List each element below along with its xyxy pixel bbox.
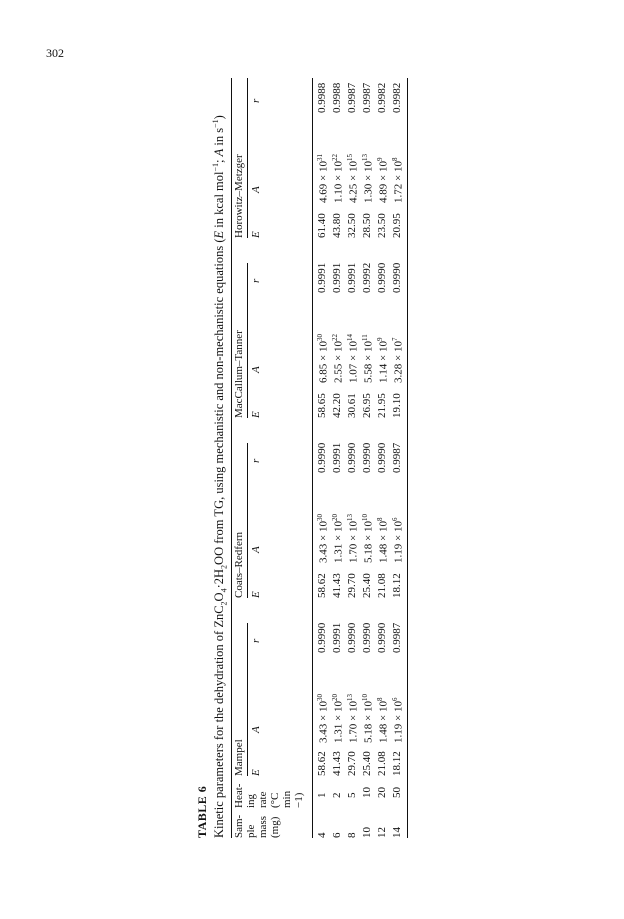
- cell-maccallum-E: 42.20: [331, 393, 343, 418]
- cell-heating-rate: 5: [346, 792, 358, 798]
- cell-mampel-E: 41.43: [331, 751, 343, 776]
- cell-maccallum-A: $3.28 \times 10^7$: [391, 337, 405, 383]
- cell-coats-r: 0.9990: [316, 442, 328, 473]
- header-sample-mass-line: Sam-: [233, 814, 245, 838]
- cell-mampel-A: $1.19 \times 10^6$: [391, 697, 405, 743]
- cell-maccallum-E: 26.95: [361, 393, 373, 418]
- cell-coats-E: 21.08: [376, 573, 388, 598]
- table-label: TABLE 6: [195, 785, 209, 838]
- cell-maccallum-E: 21.95: [376, 393, 388, 418]
- cell-heating-rate: 1: [316, 792, 328, 798]
- header-mampel-r: r: [250, 638, 262, 643]
- header-heating-rate-line: rate: [257, 791, 269, 808]
- cell-coats-E: 29.70: [346, 573, 358, 598]
- cell-coats-r: 0.9990: [376, 442, 388, 473]
- cell-mampel-A: $3.43 \times 10^{30}$: [316, 694, 330, 743]
- cell-maccallum-r: 0.9992: [361, 262, 373, 293]
- cell-mampel-A: $5.18 \times 10^{10}$: [361, 694, 375, 743]
- cell-mampel-E: 21.08: [376, 751, 388, 776]
- cell-sample-mass: 4: [316, 832, 328, 838]
- header-maccallum-r: r: [250, 278, 262, 283]
- group-rule-horowitz: [247, 78, 248, 238]
- cell-coats-A: $1.19 \times 10^6$: [391, 517, 405, 563]
- cell-heating-rate: 20: [376, 787, 388, 798]
- cell-horowitz-E: 23.50: [376, 213, 388, 238]
- header-group-coats: Coats–Redfern: [233, 532, 245, 598]
- rotated-table: [195, 0, 435, 838]
- cell-sample-mass: 12: [376, 827, 388, 838]
- header-coats-r: r: [250, 458, 262, 463]
- cell-horowitz-r: 0.9982: [376, 82, 388, 113]
- cell-mampel-E: 25.40: [361, 751, 373, 776]
- cell-mampel-r: 0.9987: [391, 622, 403, 653]
- header-heating-rate-line: (°C: [269, 792, 281, 808]
- cell-coats-E: 18.12: [391, 573, 403, 598]
- cell-mampel-r: 0.9991: [331, 622, 343, 653]
- header-heating-rate-line: ing: [245, 793, 257, 808]
- header-sample-mass-line: (mg): [269, 816, 281, 838]
- header-horowitz-E: E: [250, 231, 262, 238]
- header-heating-rate-line: min: [281, 790, 293, 808]
- cell-mampel-E: 58.62: [316, 751, 328, 776]
- page-number: 302: [46, 46, 64, 60]
- cell-horowitz-A: $4.25 \times 10^{15}$: [346, 154, 360, 203]
- cell-horowitz-E: 20.95: [391, 213, 403, 238]
- cell-horowitz-r: 0.9988: [331, 82, 343, 113]
- cell-horowitz-A: $4.69 \times 10^{31}$: [316, 154, 330, 203]
- cell-coats-E: 41.43: [331, 573, 343, 598]
- cell-maccallum-A: $1.07 \times 10^{14}$: [346, 334, 360, 383]
- cell-horowitz-E: 32.50: [346, 213, 358, 238]
- cell-coats-E: 25.40: [361, 573, 373, 598]
- cell-coats-r: 0.9990: [346, 442, 358, 473]
- cell-maccallum-E: 58.65: [316, 393, 328, 418]
- cell-sample-mass: 14: [391, 827, 403, 838]
- cell-horowitz-r: 0.9988: [316, 82, 328, 113]
- header-horowitz-r: r: [250, 98, 262, 103]
- cell-horowitz-r: 0.9982: [391, 82, 403, 113]
- cell-mampel-r: 0.9990: [316, 622, 328, 653]
- cell-coats-A: $3.43 \times 10^{30}$: [316, 514, 330, 563]
- header-group-maccallum: MacCallum–Tanner: [233, 330, 245, 418]
- cell-horowitz-E: 61.40: [316, 213, 328, 238]
- cell-heating-rate: 50: [391, 787, 403, 798]
- cell-mampel-E: 29.70: [346, 751, 358, 776]
- cell-maccallum-A: $1.14 \times 10^9$: [376, 337, 390, 383]
- group-rule-maccallum: [247, 263, 248, 418]
- cell-sample-mass: 6: [331, 832, 343, 838]
- cell-coats-r: 0.9991: [331, 442, 343, 473]
- cell-maccallum-E: 30.61: [346, 393, 358, 418]
- cell-coats-A: $1.70 \times 10^{13}$: [346, 514, 360, 563]
- header-heating-rate-line: −1): [293, 792, 305, 808]
- cell-mampel-r: 0.9990: [361, 622, 373, 653]
- cell-maccallum-r: 0.9991: [346, 262, 358, 293]
- cell-maccallum-A: $2.55 \times 10^{22}$: [331, 334, 345, 383]
- header-coats-A: A: [250, 546, 262, 553]
- cell-horowitz-E: 28.50: [361, 213, 373, 238]
- cell-maccallum-E: 19.10: [391, 393, 403, 418]
- cell-sample-mass: 10: [361, 827, 373, 838]
- cell-coats-A: $1.31 \times 10^{20}$: [331, 514, 345, 563]
- cell-sample-mass: 8: [346, 832, 358, 838]
- cell-maccallum-A: $5.58 \times 10^{11}$: [361, 334, 375, 383]
- table-top-rule: [231, 78, 232, 838]
- header-maccallum-E: E: [250, 411, 262, 418]
- cell-maccallum-r: 0.9991: [316, 262, 328, 293]
- header-mampel-E: E: [250, 769, 262, 776]
- cell-coats-A: $1.48 \times 10^8$: [376, 517, 390, 563]
- header-sample-mass-line: ple: [245, 824, 257, 838]
- cell-horowitz-A: $4.89 \times 10^9$: [376, 157, 390, 203]
- table-caption: Kinetic parameters for the dehydration of $ZnC_2O_4\cdot 2H_2OO$ from TG, using mechanistic and non-mechanistic equations (E in kcal mol$^{-1}$; A in $s^{-1}$): [211, 115, 229, 838]
- header-mampel-A: A: [250, 726, 262, 733]
- header-coats-E: E: [250, 591, 262, 598]
- header-horowitz-A: A: [250, 186, 262, 193]
- header-heating-rate-line: Heat-: [233, 783, 245, 808]
- cell-horowitz-A: $1.72 \times 10^8$: [391, 157, 405, 203]
- cell-coats-E: 58.62: [316, 573, 328, 598]
- cell-mampel-r: 0.9990: [346, 622, 358, 653]
- cell-coats-r: 0.9987: [391, 442, 403, 473]
- cell-heating-rate: 10: [361, 787, 373, 798]
- cell-horowitz-r: 0.9987: [361, 82, 373, 113]
- cell-horowitz-r: 0.9987: [346, 82, 358, 113]
- cell-maccallum-r: 0.9990: [376, 262, 388, 293]
- cell-mampel-r: 0.9990: [376, 622, 388, 653]
- cell-horowitz-A: $1.30 \times 10^{13}$: [361, 154, 375, 203]
- header-group-mampel: Mampel: [233, 739, 245, 776]
- header-maccallum-A: A: [250, 366, 262, 373]
- cell-maccallum-A: $6.85 \times 10^{30}$: [316, 334, 330, 383]
- cell-coats-r: 0.9990: [361, 442, 373, 473]
- table-header-rule: [312, 78, 313, 838]
- cell-horowitz-E: 43.80: [331, 213, 343, 238]
- header-group-horowitz: Horowitz–Metzger: [233, 154, 245, 238]
- cell-maccallum-r: 0.9991: [331, 262, 343, 293]
- table-bottom-rule: [407, 78, 408, 838]
- cell-mampel-A: $1.48 \times 10^8$: [376, 697, 390, 743]
- cell-horowitz-A: $1.10 \times 10^{22}$: [331, 154, 345, 203]
- cell-heating-rate: 2: [331, 792, 343, 798]
- cell-coats-A: $5.18 \times 10^{10}$: [361, 514, 375, 563]
- group-rule-mampel: [247, 623, 248, 776]
- cell-mampel-A: $1.31 \times 10^{20}$: [331, 694, 345, 743]
- group-rule-coats: [247, 443, 248, 598]
- cell-maccallum-r: 0.9990: [391, 262, 403, 293]
- cell-mampel-E: 18.12: [391, 751, 403, 776]
- header-sample-mass-line: mass: [257, 816, 269, 838]
- cell-mampel-A: $1.70 \times 10^{13}$: [346, 694, 360, 743]
